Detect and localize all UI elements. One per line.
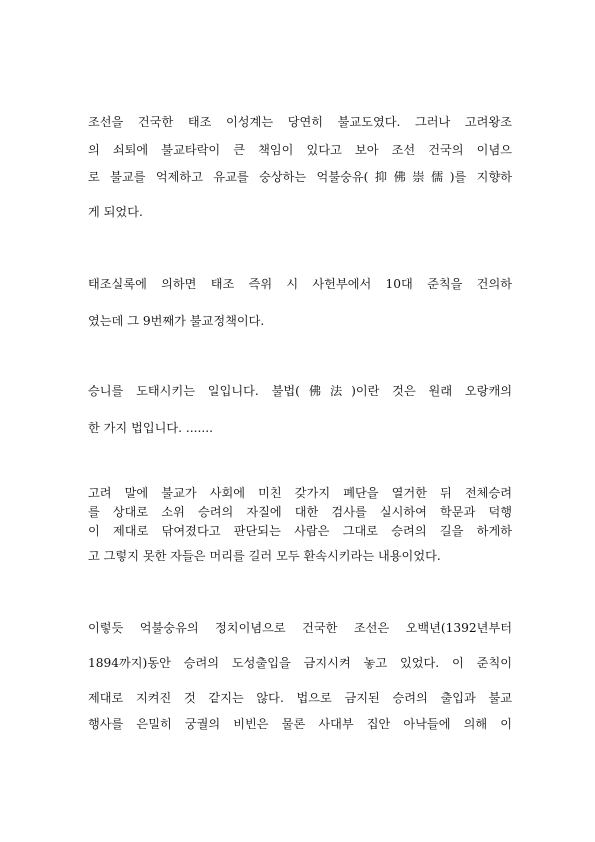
paragraph-1-line-3: 로 불교를 억제하고 유교를 숭상하는 억불숭유(抑佛崇儒)를 지향하 [88,170,512,184]
paragraph-5-line-2: 1894까지)동안 승려의 도성출입을 금지시켜 놓고 있었다. 이 준칙이 [88,656,512,670]
paragraph-3-line-1: 승니를 도태시키는 일입니다. 불법(佛法)이란 것은 원래 오랑캐의 [88,384,512,398]
paragraph-1-line-1: 조선을 건국한 태조 이성계는 당연히 불교도였다. 그러나 고려왕조 [88,115,512,129]
paragraph-4-line-2: 를 상대로 소위 승려의 자질에 대한 검사를 실시하여 학문과 덕행 [88,505,512,519]
paragraph-3-line-2: 한 가지 법입니다. ....... [88,421,214,435]
paragraph-4-line-4: 고 그렇지 못한 자들은 머리를 길러 모두 환속시키라는 내용이었다. [88,549,441,563]
paragraph-5-line-4: 행사를 은밀히 궁궐의 비빈은 물론 사대부 집안 아낙들에 의해 이 [88,717,512,731]
paragraph-5-line-1: 이렇듯 억불숭유의 정치이념으로 건국한 조선은 오백년(1392년부터 [88,621,512,635]
paragraph-1-line-2: 의 쇠퇴에 불교타락이 큰 책임이 있다고 보아 조선 건국의 이념으 [88,143,512,157]
paragraph-5-line-3: 제대로 지켜진 것 같지는 않다. 법으로 금지된 승려의 출입과 불교 [88,691,512,705]
paragraph-2-line-2: 였는데 그 9번째가 불교정책이다. [88,314,265,328]
paragraph-4-line-3: 이 제대로 닦여졌다고 판단되는 사람은 그대로 승려의 길을 하게하 [88,524,512,538]
paragraph-1-line-4: 게 되었다. [88,205,143,219]
paragraph-2-line-1: 태조실록에 의하면 태조 즉위 시 사헌부에서 10대 준칙을 건의하 [88,277,512,291]
paragraph-4-line-1: 고려 말에 불교가 사회에 미친 갖가지 폐단을 열거한 뒤 전체승려 [88,486,512,500]
